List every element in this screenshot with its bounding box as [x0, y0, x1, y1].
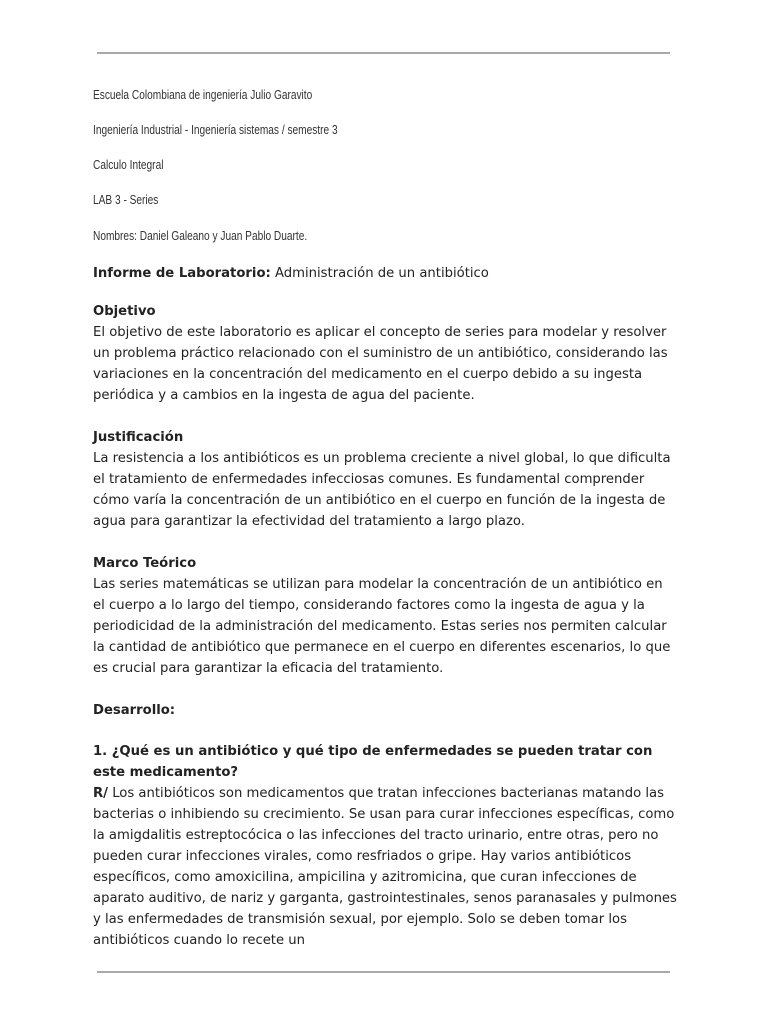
course-name: Calculo Integral	[93, 157, 164, 172]
section-heading: Marco Teórico	[93, 556, 197, 571]
lab-title: LAB 3 - Series	[93, 192, 159, 207]
section-marco-teorico	[93, 553, 678, 679]
program-line: Ingeniería Industrial - Ingeniería sistemas / semestre 3	[93, 122, 338, 137]
section-objetivo	[93, 301, 678, 406]
answer-paragraph	[93, 783, 678, 951]
answer-label: R/	[93, 786, 108, 801]
section-justificacion	[93, 427, 678, 532]
question-1	[93, 741, 678, 951]
section-heading: Justificación	[93, 430, 184, 445]
author-names: Nombres: Daniel Galeano y Juan Pablo Duarte.	[93, 228, 308, 243]
section-text: Las series matemáticas se utilizan para modelar la concentración de un antibiótico en el cuerpo a lo largo del tiempo, considerando factores como la ingesta de agua y la periodicidad de la administración del medicamento. Estas series nos permiten calcular la cantidad de antibiótico que permanece en el cuerpo en diferentes escenarios, lo que es crucial para garantizar la eficacia del tratamiento.	[93, 577, 671, 676]
section-heading: Desarrollo:	[93, 703, 176, 718]
bottom-divider	[97, 971, 670, 973]
report-label: Informe de Laboratorio:	[93, 266, 271, 281]
section-heading: Objetivo	[93, 304, 156, 319]
section-text: La resistencia a los antibióticos es un problema creciente a nivel global, lo que dificulta el tratamiento de enfermedades infecciosas comunes. Es fundamental comprender cómo varía la concentración de un antibiótico en el cuerpo en función de la ingesta de agua para garantizar la efectividad del tratamiento a largo plazo.	[93, 451, 671, 529]
answer-text: Los antibióticos son medicamentos que tratan infecciones bacterianas matando las bacterias o inhibiendo su crecimiento. Se usan para curar infecciones específicas, como la amigdalitis estreptocócica o las infecciones del tracto urinario, entre otras, pero no pueden curar infecciones virales, como resfriados o gripe. Hay varios antibióticos específicos, como amoxicilina, ampicilina y azitromicina, que curan infecciones de aparato auditivo, de nariz y garganta, gastrointestinales, senos paranasales y pulmones y las enfermedades de transmisión sexual, por ejemplo. Solo se deben tomar los antibióticos cuando lo recete un	[93, 786, 677, 948]
section-desarrollo	[93, 700, 678, 721]
school-name: Escuela Colombiana de ingeniería Julio Garavito	[93, 87, 313, 102]
report-title: Administración de un antibiótico	[274, 266, 489, 281]
section-text: El objetivo de este laboratorio es aplicar el concepto de series para modelar y resolver un problema práctico relacionado con el suministro de un antibiótico, considerando las variaciones en la concentración del medicamento en el cuerpo debido a su ingesta periódica y a cambios en la ingesta de agua del paciente.	[93, 325, 668, 403]
question-text: 1. ¿Qué es un antibiótico y qué tipo de enfermedades se pueden tratar con este medicamento?	[93, 744, 653, 780]
report-title-line	[93, 263, 678, 284]
top-divider	[97, 52, 670, 54]
